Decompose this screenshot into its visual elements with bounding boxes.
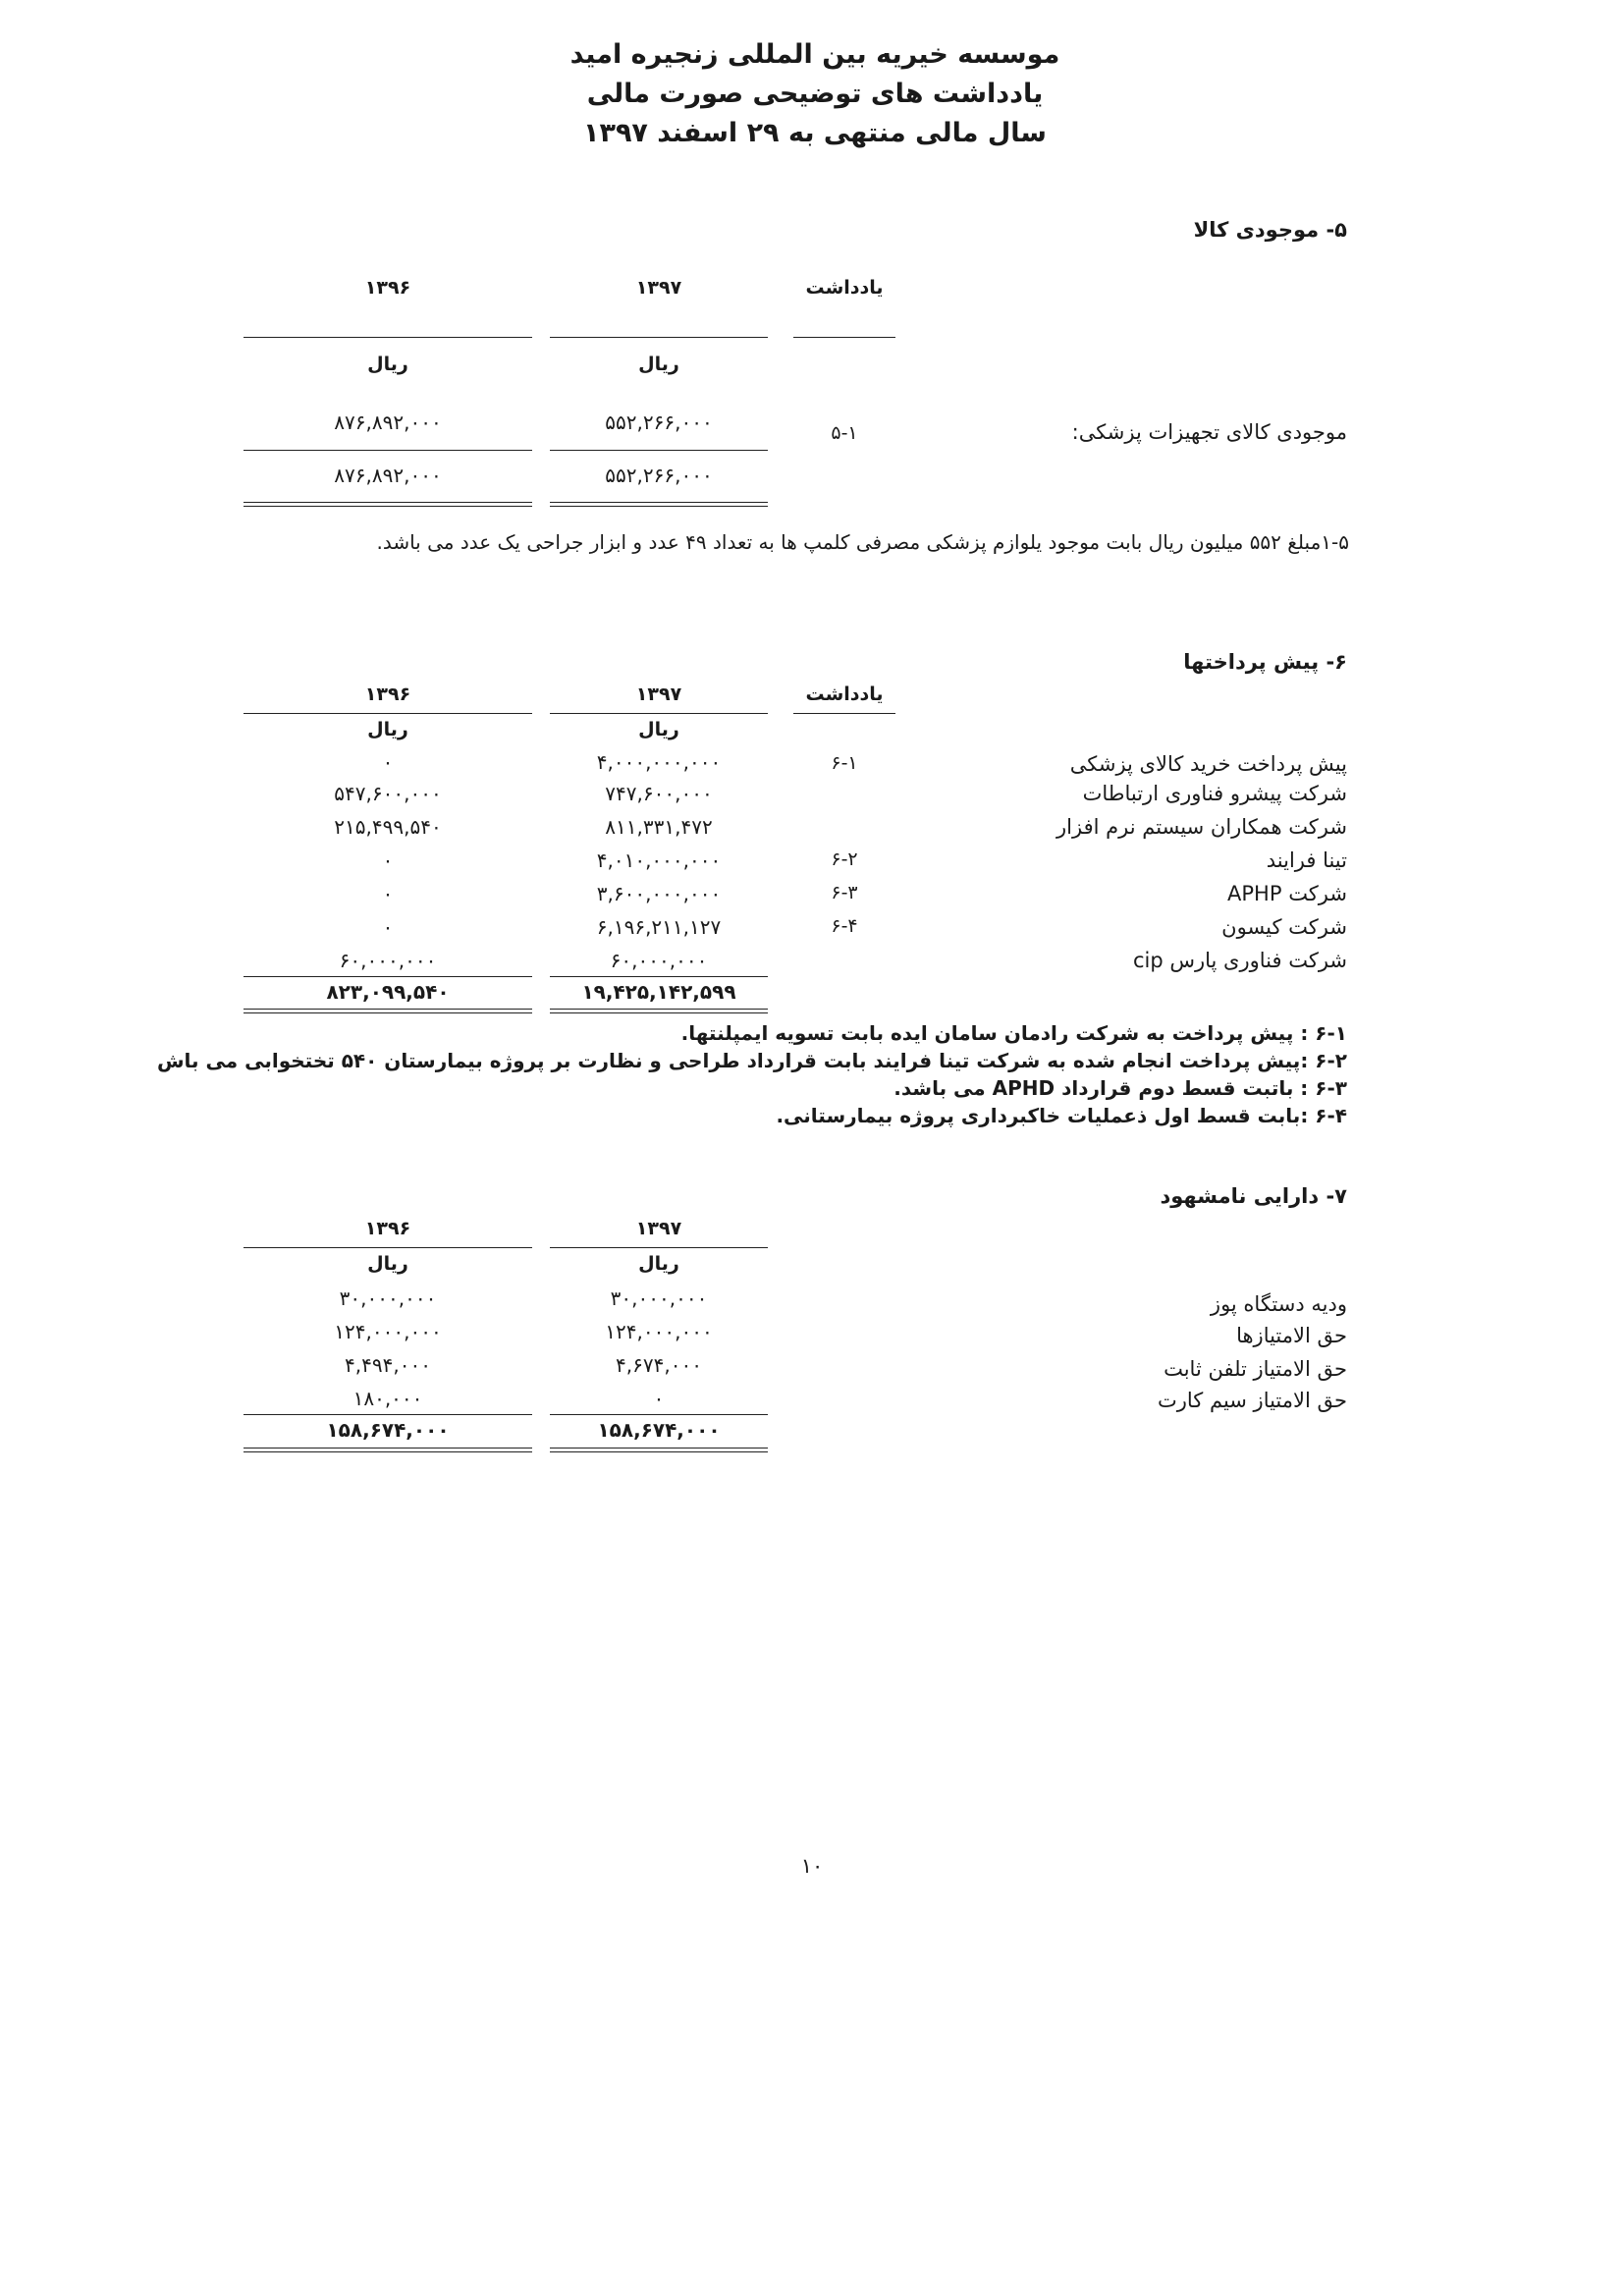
s6-row-value-1396: ۵۴۷,۶۰۰,۰۰۰	[334, 782, 442, 805]
s6-subtotal-rule	[550, 976, 768, 977]
s5-unit-1397: ریال	[638, 354, 679, 375]
table-row	[0, 915, 1624, 949]
s7-total-double-rule	[244, 1448, 532, 1452]
table-row	[0, 882, 1624, 915]
s5-row-note: ۵-۱	[831, 422, 858, 444]
s6-rule	[793, 713, 895, 714]
s7-col-1397: ۱۳۹۷	[635, 1218, 682, 1239]
s6-row-label: شرکت همکاران سیستم نرم افزار	[1056, 815, 1347, 839]
s6-row-label: تینا فرایند	[1266, 848, 1347, 872]
s6-row-note: ۶-۲	[831, 848, 858, 870]
s6-row-value-1396: ۰	[382, 848, 394, 872]
s7-row-value-1397: ۳۰,۰۰۰,۰۰۰	[610, 1286, 708, 1310]
s5-unit-1396: ریال	[367, 354, 408, 375]
s7-row-label: حق الامتیاز سیم کارت	[1157, 1389, 1347, 1412]
s6-row-value-1397: ۶,۱۹۶,۲۱۱,۱۲۷	[596, 915, 722, 939]
s6-row-value-1396: ۲۱۵,۴۹۹,۵۴۰	[334, 815, 442, 839]
s6-row-note: ۶-۴	[831, 915, 858, 937]
s6-col-note: یادداشت	[805, 683, 884, 705]
document-header	[295, 35, 1335, 153]
table-row	[0, 848, 1624, 882]
s5-rule	[793, 337, 895, 338]
s7-total-double-rule	[550, 1448, 768, 1452]
s5-col-note: یادداشت	[805, 277, 884, 299]
table-row	[0, 1353, 1624, 1387]
s5-col-1397: ۱۳۹۷	[635, 277, 682, 299]
s6-row-value-1397: ۷۴۷,۶۰۰,۰۰۰	[605, 782, 713, 805]
s6-row-value-1396: ۰	[382, 882, 394, 905]
s6-total-double-rule	[244, 1009, 532, 1013]
s6-row-value-1397: ۶۰,۰۰۰,۰۰۰	[610, 949, 708, 972]
s7-total-1396: ۱۵۸,۶۷۴,۰۰۰	[326, 1418, 450, 1442]
s7-row-value-1397: ۰	[653, 1387, 665, 1410]
s5-subtotal-rule	[244, 450, 532, 451]
s6-note-1: ۶-۱ : پیش پرداخت به شرکت رادمان سامان ایده بابت تسویه ایمپلنتها.	[680, 1021, 1347, 1045]
s6-row-label: شرکت پیشرو فناوری ارتباطات	[1082, 782, 1347, 805]
s6-note-4: ۶-۴ :بابت قسط اول ذعملیات خاکبرداری پروژه بیمارستانی.	[776, 1104, 1347, 1127]
s5-row-value-1397: ۵۵۲,۲۶۶,۰۰۰	[605, 410, 713, 434]
s6-row-label: شرکت فناوری پارس cip	[1132, 949, 1347, 972]
s7-subtotal-rule	[550, 1414, 768, 1415]
page-number: ۱۰	[800, 1854, 824, 1878]
s6-total-1397: ۱۹,۴۲۵,۱۴۲,۵۹۹	[581, 980, 736, 1004]
s7-unit-1397: ریال	[638, 1253, 679, 1275]
s7-row-value-1396: ۴,۴۹۴,۰۰۰	[345, 1353, 431, 1377]
org-name: موسسه خیریه بین المللی زنجیره امید	[569, 39, 1060, 70]
section7-title: ۷- دارایی نامشهود	[1160, 1184, 1347, 1208]
s6-row-value-1397: ۴,۰۱۰,۰۰۰,۰۰۰	[596, 848, 722, 872]
s6-note-2: ۶-۲ :پیش پرداخت انجام شده به شرکت تینا فرایند بابت قرارداد طراحی و نظارت بر پروژه بیمارستان ۵۴۰ تختخوابی می باش	[156, 1049, 1347, 1072]
s5-rule	[550, 337, 768, 338]
s7-row-value-1396: ۳۰,۰۰۰,۰۰۰	[339, 1286, 437, 1310]
s5-total-1396: ۸۷۶,۸۹۲,۰۰۰	[334, 464, 442, 487]
s6-row-value-1397: ۳,۶۰۰,۰۰۰,۰۰۰	[596, 882, 722, 905]
s7-rule	[550, 1247, 768, 1248]
s7-total-1397: ۱۵۸,۶۷۴,۰۰۰	[597, 1418, 721, 1442]
s6-total-1396: ۸۲۳,۰۹۹,۵۴۰	[326, 980, 450, 1004]
s6-unit-1396: ریال	[367, 719, 408, 740]
table-row	[0, 1320, 1624, 1353]
s7-row-label: ودیه دستگاه پوز	[1210, 1292, 1347, 1316]
fiscal-period: سال مالی منتهی به ۲۹ اسفند ۱۳۹۷	[582, 118, 1047, 148]
s5-total-double-rule	[550, 502, 768, 507]
s7-col-1396: ۱۳۹۶	[364, 1218, 411, 1239]
s7-row-value-1396: ۱۸۰,۰۰۰	[352, 1387, 423, 1410]
s5-footnote: ۱-۵مبلغ ۵۵۲ میلیون ریال بابت موجود یلوازم پزشکی مصرفی کلمپ ها به تعداد ۴۹ عدد و ابزار جراحی یک عدد می باشد.	[376, 530, 1349, 554]
s6-total-double-rule	[550, 1009, 768, 1013]
table-row	[0, 815, 1624, 848]
s6-row-value-1396: ۰	[382, 750, 394, 774]
s6-unit-1397: ریال	[638, 719, 679, 740]
s7-row-value-1397: ۴,۶۷۴,۰۰۰	[616, 1353, 702, 1377]
table-row	[0, 782, 1624, 815]
s7-row-label: حق الامتیاز تلفن ثابت	[1164, 1357, 1347, 1381]
s5-row-value-1396: ۸۷۶,۸۹۲,۰۰۰	[334, 410, 442, 434]
s6-col-1397: ۱۳۹۷	[635, 683, 682, 705]
s6-row-value-1396: ۰	[382, 915, 394, 939]
s6-subtotal-rule	[244, 976, 532, 977]
s7-row-value-1397: ۱۲۴,۰۰۰,۰۰۰	[605, 1320, 713, 1343]
s6-col-1396: ۱۳۹۶	[364, 683, 411, 705]
s6-row-label: پیش پرداخت خرید کالای پزشکی	[1069, 752, 1347, 776]
s5-total-1397: ۵۵۲,۲۶۶,۰۰۰	[605, 464, 713, 487]
s5-total-double-rule	[244, 502, 532, 507]
s6-row-value-1396: ۶۰,۰۰۰,۰۰۰	[339, 949, 437, 972]
s6-row-value-1397: ۸۱۱,۳۳۱,۴۷۲	[605, 815, 713, 839]
s6-row-note: ۶-۱	[831, 752, 858, 774]
section6-title: ۶- پیش پرداختها	[1183, 650, 1347, 674]
s6-row-note: ۶-۳	[831, 882, 858, 903]
s7-rule	[244, 1247, 532, 1248]
s6-row-label: شرکت APHP	[1227, 882, 1347, 905]
s5-col-1396: ۱۳۹۶	[364, 277, 411, 299]
s5-rule	[244, 337, 532, 338]
s7-unit-1396: ریال	[367, 1253, 408, 1275]
s6-note-3: ۶-۳ : باتبت قسط دوم قرارداد APHD می باشد.	[893, 1076, 1347, 1100]
s6-rule	[244, 713, 532, 714]
s7-row-value-1396: ۱۲۴,۰۰۰,۰۰۰	[334, 1320, 442, 1343]
s6-row-value-1397: ۴,۰۰۰,۰۰۰,۰۰۰	[596, 750, 722, 774]
s6-row-label: شرکت کیسون	[1221, 915, 1347, 939]
s5-subtotal-rule	[550, 450, 768, 451]
doc-title: یادداشت های توضیحی صورت مالی	[586, 79, 1044, 109]
s7-row-label: حق الامتیازها	[1236, 1324, 1347, 1347]
section5-title: ۵- موجودی کالا	[1193, 218, 1347, 242]
table-row	[0, 1286, 1624, 1320]
s5-row-label: موجودی کالای تجهیزات پزشکی:	[1071, 420, 1347, 444]
s7-subtotal-rule	[244, 1414, 532, 1415]
s6-rule	[550, 713, 768, 714]
table-row	[0, 748, 1624, 782]
